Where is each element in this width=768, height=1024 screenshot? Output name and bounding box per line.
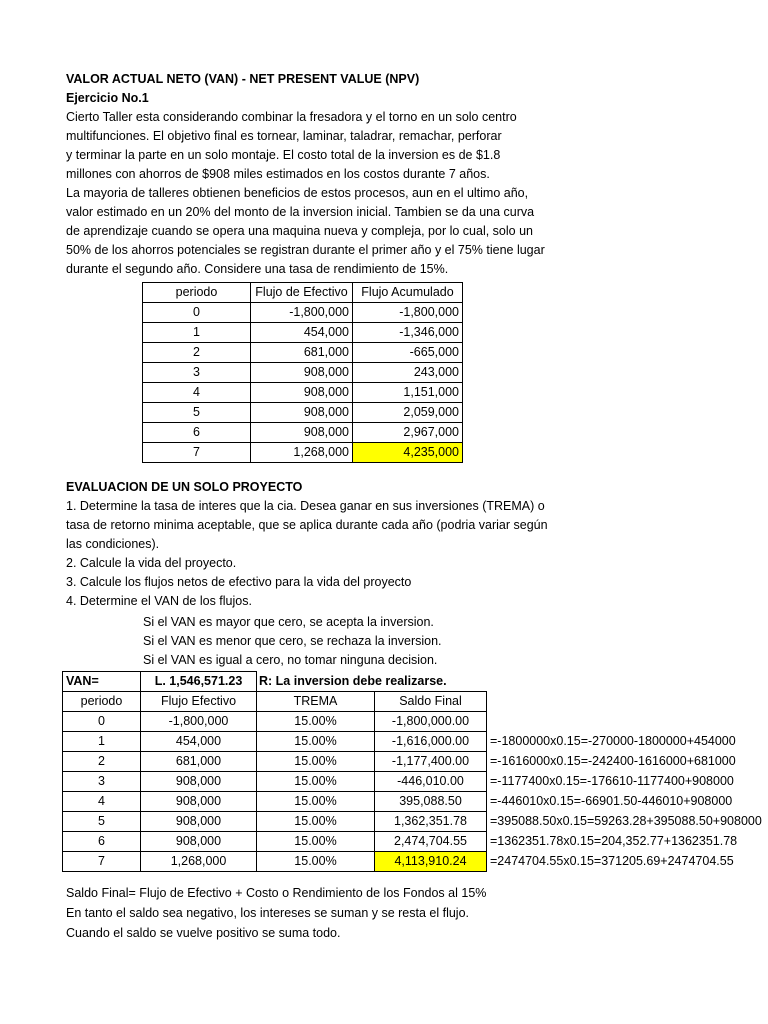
period-cell: 5 <box>63 812 141 832</box>
table-row <box>143 303 463 323</box>
problem-line: de aprendizaje cuando se opera una maquina nueva y compleja, por lo cual, solo un <box>66 224 533 238</box>
period-cell: 3 <box>63 772 141 792</box>
table-row <box>63 712 768 732</box>
table-row <box>63 792 768 812</box>
period-cell: 2 <box>63 752 141 772</box>
period-cell: 4 <box>143 383 251 403</box>
final-balance-cell: -1,800,000.00 <box>375 712 487 732</box>
period-cell: 7 <box>143 443 251 463</box>
cumulative-cell: 2,967,000 <box>353 423 463 443</box>
van-value: L. 1,546,571.23 <box>141 672 257 692</box>
cash-flow-cell: 908,000 <box>251 423 353 443</box>
note-line: Saldo Final= Flujo de Efectivo + Costo o Rendimiento de los Fondos al 15% <box>66 886 487 900</box>
formula-cell: =-1800000x0.15=-270000-1800000+454000 <box>490 734 736 748</box>
trema-cell: 15.00% <box>257 752 375 772</box>
cash-flow-cell: 908,000 <box>251 403 353 423</box>
section-title: EVALUACION DE UN SOLO PROYECTO <box>66 480 303 494</box>
table-row <box>143 323 463 343</box>
period-cell: 2 <box>143 343 251 363</box>
period-cell: 7 <box>63 852 141 872</box>
formula-cell: =-446010x0.15=-66901.50-446010+908000 <box>490 794 733 808</box>
period-cell: 0 <box>63 712 141 732</box>
note-line: Cuando el saldo se vuelve positivo se suma todo. <box>66 926 341 940</box>
table-row <box>143 383 463 403</box>
trema-cell: 15.00% <box>257 712 375 732</box>
period-cell: 0 <box>143 303 251 323</box>
header-cell: Flujo de Efectivo <box>251 283 353 303</box>
cash-flow-cell: 908,000 <box>251 363 353 383</box>
step-line: las condiciones). <box>66 537 160 551</box>
problem-line: multifunciones. El objetivo final es tornear, laminar, taladrar, remachar, perforar <box>66 129 502 143</box>
rule-line: Si el VAN es igual a cero, no tomar ninguna decision. <box>143 653 438 667</box>
step-line: 1. Determine la tasa de interes que la cia. Desea ganar en sus inversiones (TREMA) o <box>66 499 545 513</box>
table-row <box>143 403 463 423</box>
rule-line: Si el VAN es mayor que cero, se acepta la inversion. <box>143 615 434 629</box>
formula-cell: =2474704.55x0.15=371205.69+2474704.55 <box>490 854 734 868</box>
table-row <box>63 772 768 792</box>
problem-line: y terminar la parte en un solo montaje. El costo total de la inversion es de $1.8 <box>66 148 501 162</box>
step-line: tasa de retorno minima aceptable, que se aplica durante cada año (podria variar según <box>66 518 548 532</box>
final-balance-cell: 1,362,351.78 <box>375 812 487 832</box>
formula-cell <box>487 712 768 732</box>
problem-line: Cierto Taller esta considerando combinar la fresadora y el torno en un solo centro <box>66 110 517 124</box>
note-line: En tanto el saldo sea negativo, los intereses se suman y se resta el flujo. <box>66 906 470 920</box>
trema-cell: 15.00% <box>257 852 375 872</box>
step-line: 4. Determine el VAN de los flujos. <box>66 594 252 608</box>
problem-line: La mayoria de talleres obtienen beneficios de estos procesos, aun en el ultimo año, <box>66 186 529 200</box>
cash-flow-cell: 908,000 <box>141 832 257 852</box>
period-cell: 4 <box>63 792 141 812</box>
table-row <box>63 812 768 832</box>
header-cell: TREMA <box>257 692 375 712</box>
problem-line: 50% de los ahorros potenciales se registran durante el primer año y el 75% tiene lugar <box>66 243 545 257</box>
cumulative-cell: -665,000 <box>353 343 463 363</box>
cash-flow-cell: -1,800,000 <box>251 303 353 323</box>
trema-cell: 15.00% <box>257 812 375 832</box>
cash-flow-cell: 454,000 <box>141 732 257 752</box>
table-row <box>143 423 463 443</box>
trema-cell: 15.00% <box>257 832 375 852</box>
header-cell: Flujo Acumulado <box>353 283 463 303</box>
trema-cell: 15.00% <box>257 732 375 752</box>
step-line: 2. Calcule la vida del proyecto. <box>66 556 237 570</box>
problem-line: durante el segundo año. Considere una tasa de rendimiento de 15%. <box>66 262 449 276</box>
cash-flow-cell: 908,000 <box>251 383 353 403</box>
table-row <box>63 852 768 872</box>
table-row <box>143 363 463 383</box>
problem-line: millones con ahorros de $908 miles estimados en los costos durante 7 años. <box>66 167 490 181</box>
table-header-row <box>63 692 768 712</box>
cumulative-cell: 2,059,000 <box>353 403 463 423</box>
cash-flow-cell: -1,800,000 <box>141 712 257 732</box>
cash-flow-cell: 1,268,000 <box>251 443 353 463</box>
trema-cell: 15.00% <box>257 792 375 812</box>
final-balance-total-cell: 4,113,910.24 <box>375 852 487 872</box>
period-cell: 3 <box>143 363 251 383</box>
table-row <box>143 443 463 463</box>
rule-line: Si el VAN es menor que cero, se rechaza la inversion. <box>143 634 442 648</box>
cash-flow-cell: 681,000 <box>251 343 353 363</box>
formula-cell: =-1177400x0.15=-176610-1177400+908000 <box>490 774 734 788</box>
final-balance-cell: 395,088.50 <box>375 792 487 812</box>
formula-cell: =395088.50x0.15=59263.28+395088.50+908000 <box>490 814 762 828</box>
formula-cell: =-1616000x0.15=-242400-1616000+681000 <box>490 754 736 768</box>
cash-flow-cell: 454,000 <box>251 323 353 343</box>
cash-flow-cell: 681,000 <box>141 752 257 772</box>
table-row <box>63 832 768 852</box>
table-header-row <box>143 283 463 303</box>
problem-line: valor estimado en un 20% del monto de la inversion inicial. Tambien se da una curva <box>66 205 535 219</box>
cumulative-total-cell: 4,235,000 <box>353 443 463 463</box>
npv-table <box>62 671 768 872</box>
final-balance-cell: -1,616,000.00 <box>375 732 487 752</box>
van-label: VAN= <box>63 672 141 692</box>
header-cell: periodo <box>63 692 141 712</box>
period-cell: 1 <box>63 732 141 752</box>
cumulative-cell: 1,151,000 <box>353 383 463 403</box>
table-row <box>63 752 768 772</box>
cash-flow-table <box>142 282 463 463</box>
header-cell: Saldo Final <box>375 692 487 712</box>
trema-cell: 15.00% <box>257 772 375 792</box>
header-cell: Flujo Efectivo <box>141 692 257 712</box>
header-cell: periodo <box>143 283 251 303</box>
table-row <box>143 343 463 363</box>
doc-title: VALOR ACTUAL NETO (VAN) - NET PRESENT VALUE (NPV) <box>66 72 420 86</box>
period-cell: 5 <box>143 403 251 423</box>
cumulative-cell: -1,346,000 <box>353 323 463 343</box>
step-line: 3. Calcule los flujos netos de efectivo para la vida del proyecto <box>66 575 412 589</box>
van-row <box>63 672 768 692</box>
final-balance-cell: 2,474,704.55 <box>375 832 487 852</box>
final-balance-cell: -446,010.00 <box>375 772 487 792</box>
table-row <box>63 732 768 752</box>
cumulative-cell: -1,800,000 <box>353 303 463 323</box>
exercise-title: Ejercicio No.1 <box>66 91 149 105</box>
cash-flow-cell: 1,268,000 <box>141 852 257 872</box>
period-cell: 6 <box>63 832 141 852</box>
final-balance-cell: -1,177,400.00 <box>375 752 487 772</box>
van-result: R: La inversion debe realizarse. <box>259 673 447 688</box>
cash-flow-cell: 908,000 <box>141 792 257 812</box>
period-cell: 1 <box>143 323 251 343</box>
cumulative-cell: 243,000 <box>353 363 463 383</box>
formula-cell: =1362351.78x0.15=204,352.77+1362351.78 <box>490 834 738 848</box>
cash-flow-cell: 908,000 <box>141 812 257 832</box>
period-cell: 6 <box>143 423 251 443</box>
cash-flow-cell: 908,000 <box>141 772 257 792</box>
